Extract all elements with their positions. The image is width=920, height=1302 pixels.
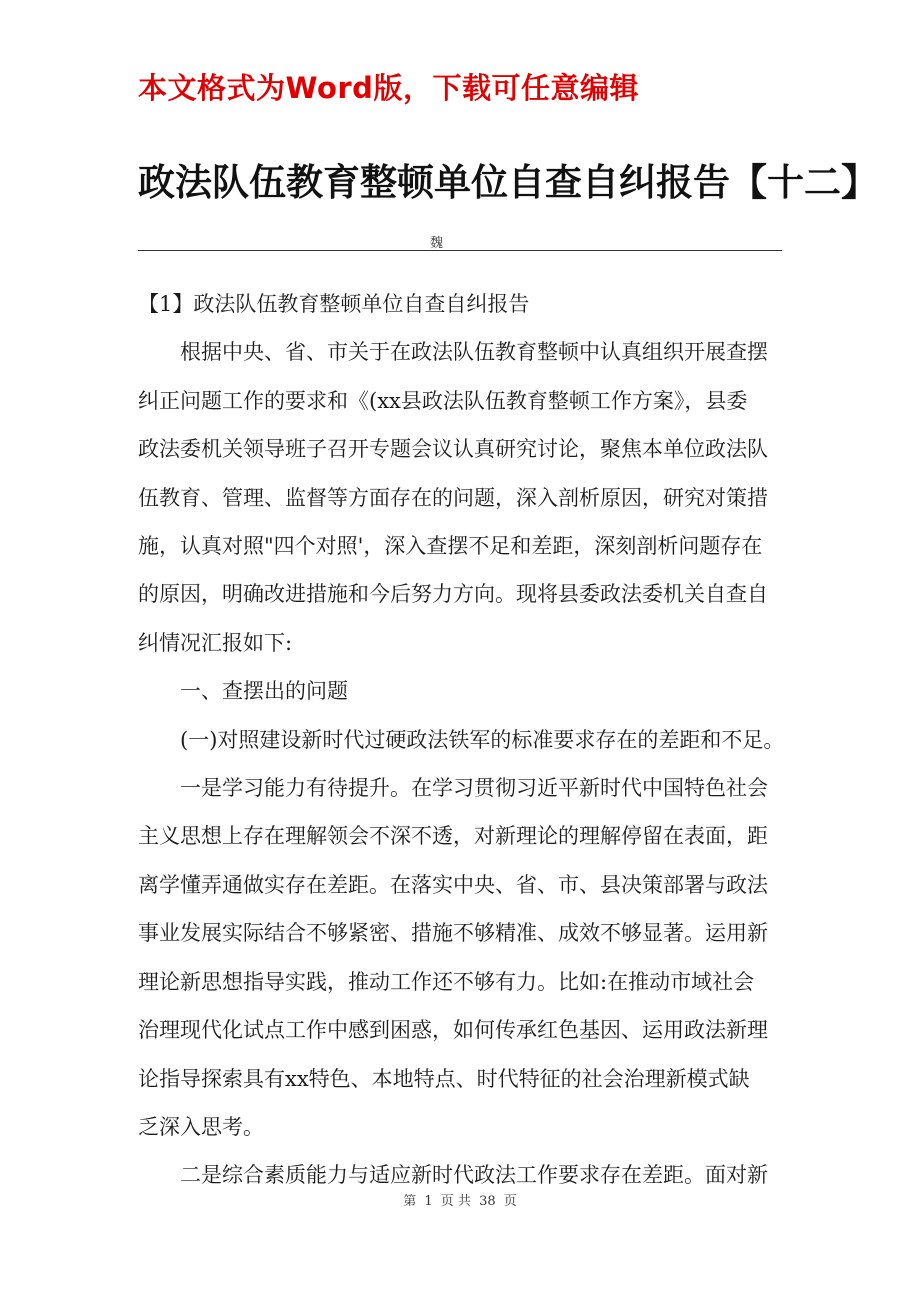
body-line: 一、查摆出的问题 (180, 679, 348, 704)
body-line: 伍教育、管理、监督等方面存在的问题，深入剖析原因，研究对策措 (138, 485, 768, 510)
body-line: (一)对照建设新时代过硬政法铁军的标准要求存在的差距和不足。 (180, 727, 785, 752)
footer-prefix: 第 (403, 1194, 417, 1209)
body-line: 施，认真对照"四个对照'，深入查摆不足和差距，深刻剖析问题存在 (138, 534, 763, 559)
body-line: 事业发展实际结合不够紧密、措施不够精准、成效不够显著。运用新 (138, 921, 768, 946)
body-line: 根据中央、省、市关于在政法队伍教育整顿中认真组织开展查摆 (180, 340, 768, 365)
footer-suffix: 页 (503, 1194, 517, 1209)
body-line: 政法委机关领导班子召开专题会议认真研究讨论，聚焦本单位政法队 (138, 437, 768, 462)
page-total: 38 (479, 1194, 496, 1209)
page-footer (0, 1190, 920, 1209)
body-line: 纠正问题工作的要求和《(xx县政法队伍教育整顿工作方案》，县委 (138, 388, 748, 413)
body-line: 离学懂弄通做实存在差距。在落实中央、省、市、县决策部署与政法 (138, 872, 768, 897)
body-line: 的原因，明确改进措施和今后努力方向。现将县委政法委机关自查自 (138, 582, 768, 607)
page-number: 1 (424, 1194, 433, 1209)
format-notice: 本文格式为Word版，下载可任意编辑 (138, 71, 639, 105)
body-line: 【1】政法队伍教育整顿单位自查自纠报告 (138, 292, 530, 316)
author-divider (138, 250, 782, 251)
document-body (138, 280, 798, 1200)
footer-mid: 页 共 (440, 1194, 471, 1209)
body-line: 主义思想上存在理解领会不深不透，对新理论的理解停留在表面，距 (138, 824, 768, 849)
body-line: 二是综合素质能力与适应新时代政法工作要求存在差距。面对新 (180, 1163, 768, 1188)
author-name: 魏 (430, 236, 444, 251)
body-line: 理论新思想指导实践，推动工作还不够有力。比如:在推动市域社会 (138, 969, 755, 994)
body-line: 论指导探索具有xx特色、本地特点、时代特征的社会治理新模式缺 (138, 1066, 750, 1091)
body-line: 乏深入思考。 (138, 1114, 264, 1139)
body-line: 一是学习能力有待提升。在学习贯彻习近平新时代中国特色社会 (180, 776, 768, 801)
document-title: 政法队伍教育整顿单位自查自纠报告【十二】 (138, 161, 878, 204)
body-line: 治理现代化试点工作中感到困惑，如何传承红色基因、运用政法新理 (138, 1018, 768, 1043)
body-line: 纠情况汇报如下: (138, 630, 293, 655)
